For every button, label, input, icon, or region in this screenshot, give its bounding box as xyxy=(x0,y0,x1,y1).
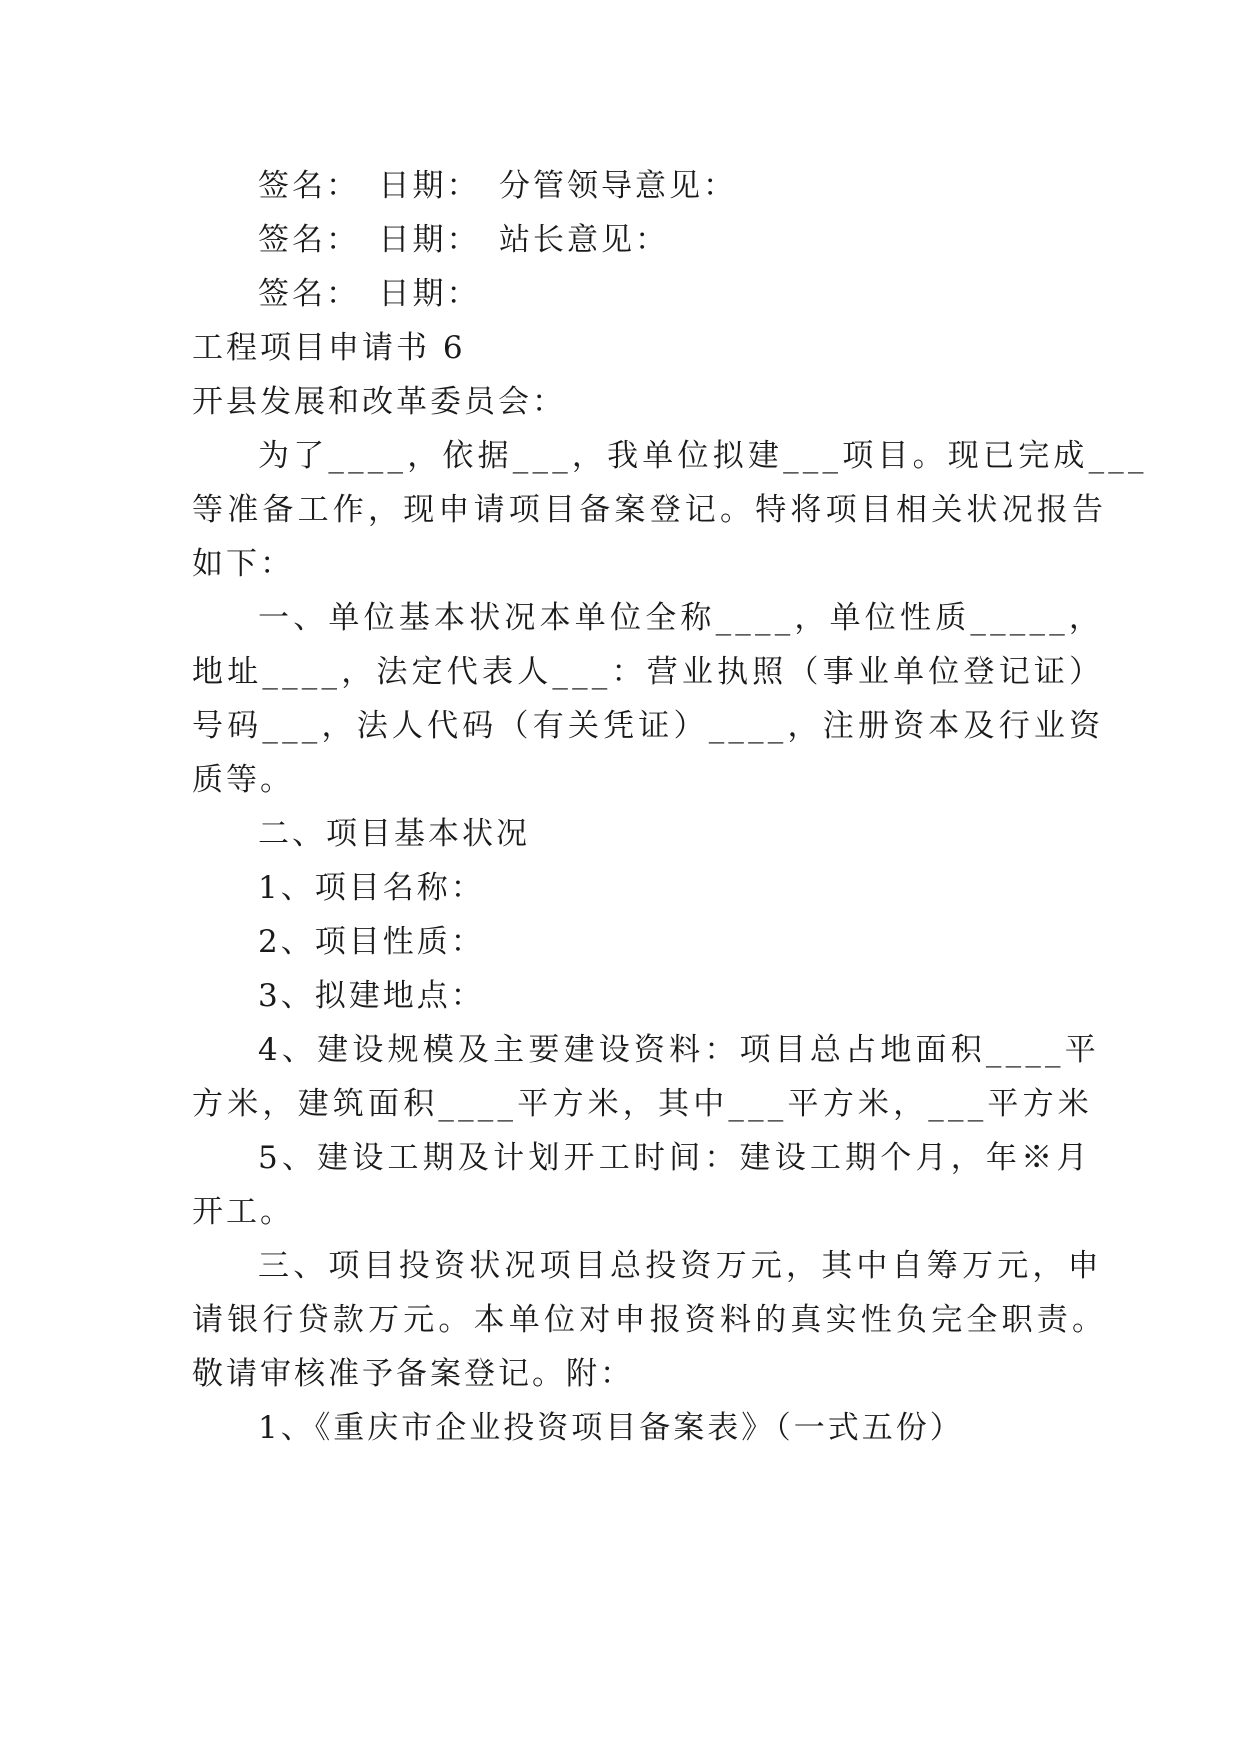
document-title: 工程项目申请书 6 xyxy=(192,330,466,366)
signature-line-1: 签名： 日期： 分管领导意见： xyxy=(258,168,737,204)
paragraph-line: 如下： xyxy=(192,546,294,582)
paragraph-line: 一、单位基本状况本单位全称____，单位性质_____， xyxy=(258,600,1105,636)
list-item: 1、项目名称： xyxy=(258,870,485,906)
paragraph-line: 方米，建筑面积____平方米，其中___平方米，___平方米 xyxy=(192,1086,1093,1122)
paragraph-line: 开工。 xyxy=(192,1194,294,1230)
paragraph-line: 地址____，法定代表人___：营业执照（事业单位登记证） xyxy=(192,654,1105,690)
list-item: 5、建设工期及计划开工时间：建设工期个月，年※月 xyxy=(258,1140,1092,1176)
signature-line-3: 签名： 日期： xyxy=(258,276,481,312)
paragraph-line: 为了____，依据___，我单位拟建___项目。现已完成___ xyxy=(258,438,1148,474)
list-item: 2、项目性质： xyxy=(258,924,485,960)
paragraph-line: 三、项目投资状况项目总投资万元，其中自筹万元，申 xyxy=(258,1248,1103,1284)
paragraph-line: 号码___，法人代码（有关凭证）____，注册资本及行业资 xyxy=(192,708,1105,744)
list-item: 3、拟建地点： xyxy=(258,978,485,1014)
signature-line-2: 签名： 日期： 站长意见： xyxy=(258,222,669,258)
attachment-item: 1、《重庆市企业投资项目备案表》（一式五份） xyxy=(258,1410,964,1446)
list-item: 4、建设规模及主要建设资料：项目总占地面积____平 xyxy=(258,1032,1100,1068)
section-heading: 二、项目基本状况 xyxy=(258,816,530,852)
paragraph-line: 敬请审核准予备案登记。附： xyxy=(192,1356,634,1392)
paragraph-line: 质等。 xyxy=(192,762,294,798)
addressee: 开县发展和改革委员会： xyxy=(192,384,566,420)
paragraph-line: 等准备工作，现申请项目备案登记。特将项目相关状况报告 xyxy=(192,492,1108,528)
paragraph-line: 请银行贷款万元。本单位对申报资料的真实性负完全职责。 xyxy=(192,1302,1108,1338)
